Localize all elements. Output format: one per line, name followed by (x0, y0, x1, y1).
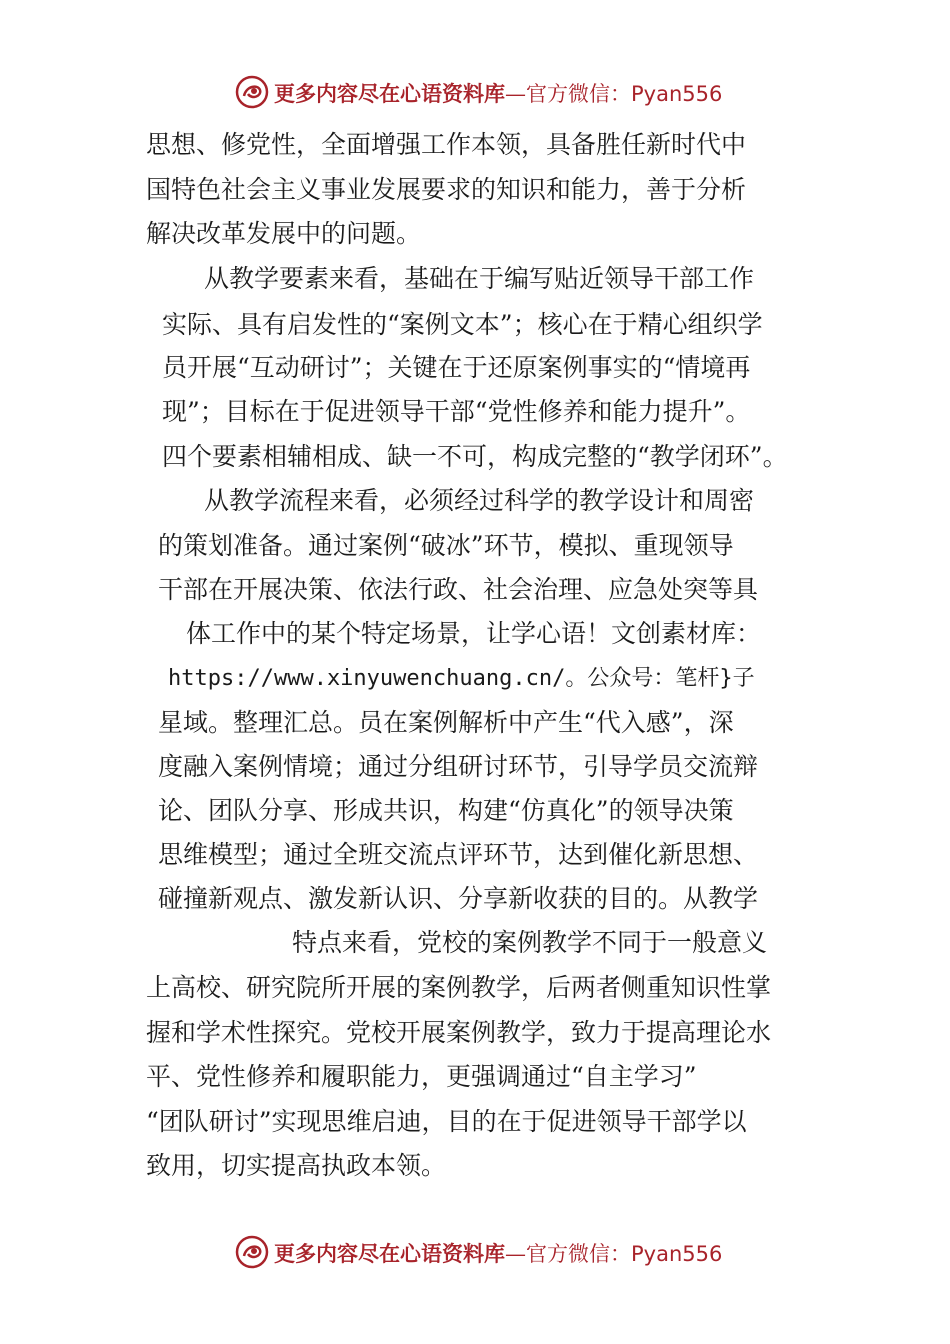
header-dash: — (505, 82, 526, 106)
header-wechat-label: 官方微信： (526, 82, 631, 106)
body-line: 实际、具有启发性的“案例文本”；核心在于精心组织学 (162, 310, 763, 339)
body-line: 思想、修党性，全面增强工作本领，具备胜任新时代中 (146, 130, 747, 159)
body-line: 上高校、研究院所开展的案例教学，后两者侧重知识性掌 (146, 973, 772, 1002)
body-line: 体工作中的某个特定场景，让学心语！文创素材库： (186, 619, 762, 648)
header-wechat-id: Pyan556 (631, 82, 723, 106)
body-line: 思维模型；通过全班交流点评环节，达到催化新思想、 (158, 840, 759, 869)
body-line: “团队研讨”实现思维启迪，目的在于促进领导干部学以 (146, 1107, 747, 1136)
footer-slogan: 更多内容尽在心语资料库 (274, 1241, 505, 1266)
footer-text (274, 1238, 722, 1268)
body-line: 握和学术性探究。党校开展案例教学，致力于提高理论水 (146, 1018, 772, 1047)
body-line: 度融入案例情境；通过分组研讨环节，引导学员交流辩 (158, 752, 759, 781)
body-line: 星域。整理汇总。员在案例解析中产生“代入感”，深 (158, 708, 734, 737)
swirl-logo-icon (234, 1234, 270, 1270)
body-line: 平、党性修养和履职能力，更强调通过“自主学习” (146, 1062, 697, 1091)
body-line: 国特色社会主义事业发展要求的知识和能力，善于分析 (146, 175, 747, 204)
body-line: https://www.xinyuwenchuang.cn/。公众号：笔杆}子 (168, 666, 755, 691)
body-line: 从教学要素来看，基础在于编写贴近领导干部工作 (204, 264, 755, 293)
body-line: 从教学流程来看，必须经过科学的教学设计和周密 (204, 486, 755, 515)
body-line: 论、团队分享、形成共识，构建“仿真化”的领导决策 (158, 796, 734, 825)
body-line: 解决改革发展中的问题。 (146, 219, 422, 248)
body-line: 现”；目标在于促进领导干部“党性修养和能力提升”。 (162, 397, 751, 426)
footer-banner (234, 1232, 724, 1272)
footer-dash: — (505, 1242, 526, 1266)
body-line: 四个要素相辅相成、缺一不可，构成完整的“教学闭环”。 (162, 442, 788, 471)
body-line: 碰撞新观点、激发新认识、分享新收获的目的。从教学 (158, 884, 759, 913)
header-text (274, 78, 722, 108)
swirl-logo-icon (234, 74, 270, 110)
header-slogan: 更多内容尽在心语资料库 (274, 81, 505, 106)
body-line: 员开展“互动研讨”；关键在于还原案例事实的“情境再 (162, 353, 751, 382)
footer-wechat-id: Pyan556 (631, 1242, 723, 1266)
body-line: 特点来看，党校的案例教学不同于一般意义 (292, 928, 768, 957)
header-banner (234, 72, 724, 112)
footer-wechat-label: 官方微信： (526, 1242, 631, 1266)
body-line: 致用，切实提高执政本领。 (146, 1151, 447, 1180)
body-line: 干部在开展决策、依法行政、社会治理、应急处突等具 (158, 575, 759, 604)
body-line: 的策划准备。通过案例“破冰”环节，模拟、重现领导 (158, 531, 734, 560)
